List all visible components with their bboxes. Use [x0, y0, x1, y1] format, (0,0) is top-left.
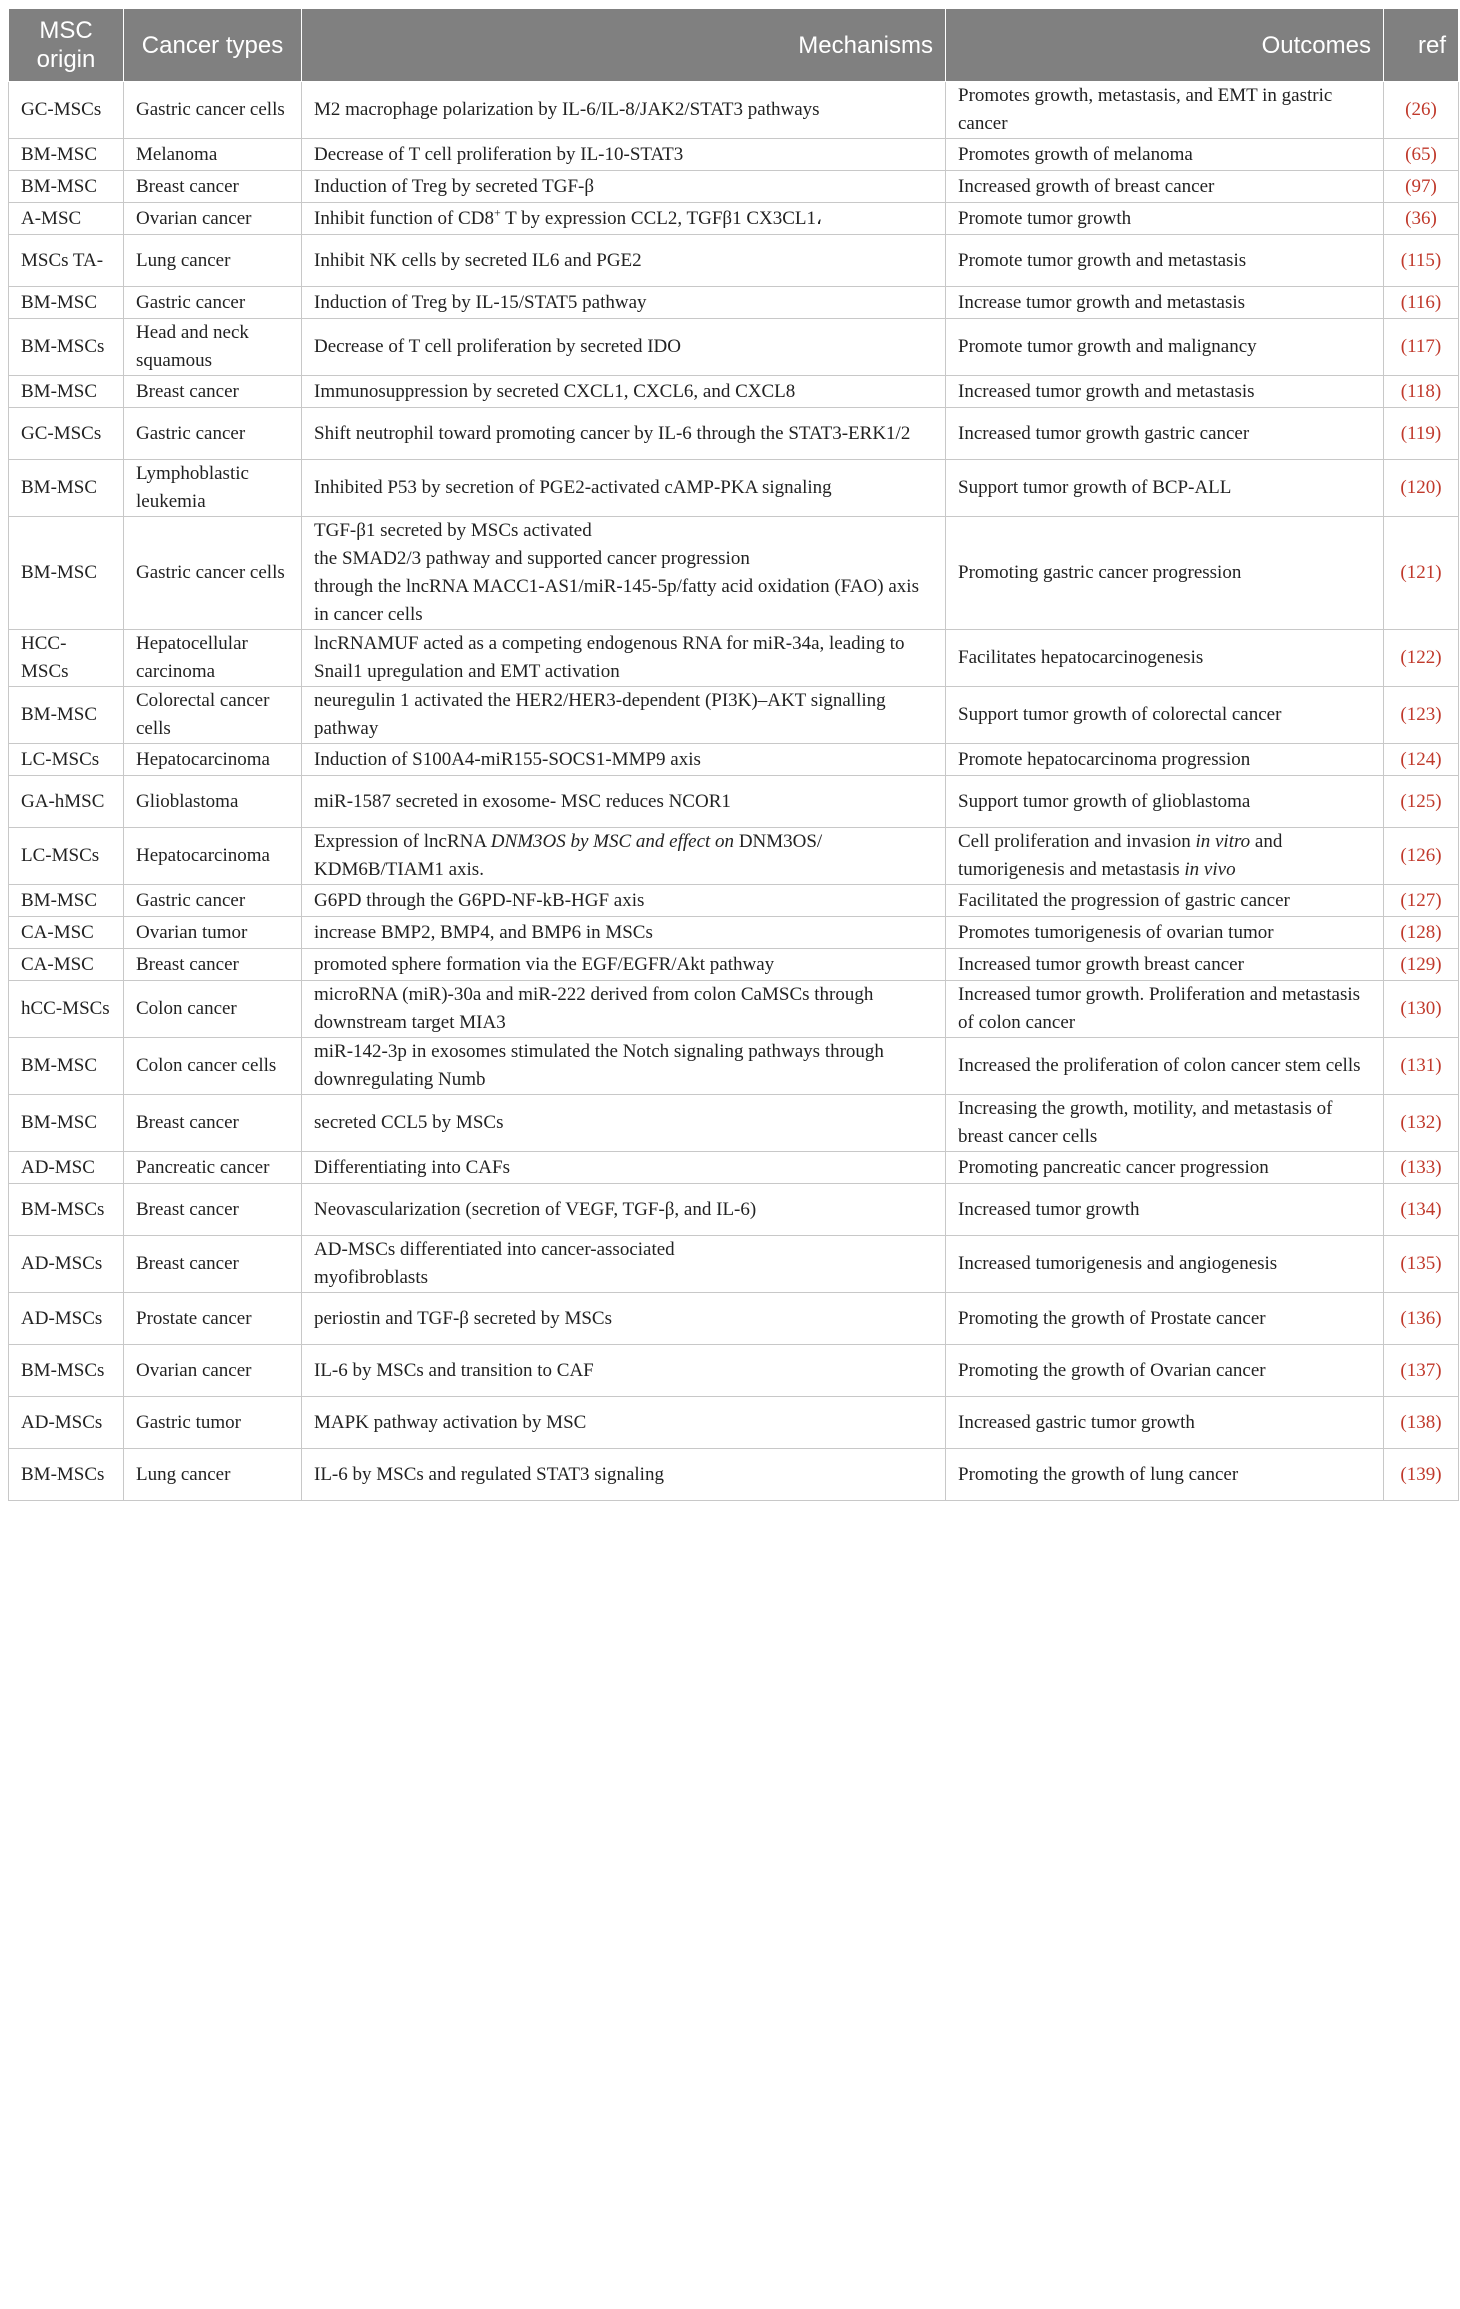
- cell-msc-origin: GA-hMSC: [9, 776, 124, 828]
- cell-ref-link[interactable]: (65): [1384, 139, 1459, 171]
- cell-mechanism: neuregulin 1 activated the HER2/HER3-dependent (PI3K)–AKT signalling pathway: [302, 687, 946, 744]
- cell-mechanism: Decrease of T cell proliferation by secreted IDO: [302, 319, 946, 376]
- mechanism-text: Expression of lncRNA: [314, 831, 491, 852]
- cell-ref-link[interactable]: (123): [1384, 687, 1459, 744]
- table-row: [9, 287, 1459, 319]
- cell-ref-link[interactable]: (136): [1384, 1293, 1459, 1345]
- table-body: [9, 82, 1459, 1501]
- cell-cancer-type: Melanoma: [124, 139, 302, 171]
- table-row: [9, 1449, 1459, 1501]
- mechanism-line: TGF-β1 secreted by MSCs activated: [314, 520, 592, 541]
- mechanism-line: myofibroblasts: [314, 1267, 428, 1288]
- cell-cancer-type: Breast cancer: [124, 1095, 302, 1152]
- cell-mechanism: Inhibited P53 by secretion of PGE2-activated cAMP-PKA signaling: [302, 460, 946, 517]
- cell-mechanism: periostin and TGF-β secreted by MSCs: [302, 1293, 946, 1345]
- outcome-italic-text: in vitro: [1195, 831, 1251, 852]
- cell-outcome: Promoting gastric cancer progression: [946, 517, 1384, 630]
- cell-ref-link[interactable]: (36): [1384, 203, 1459, 235]
- cell-ref-link[interactable]: (130): [1384, 981, 1459, 1038]
- cell-msc-origin: CA-MSC: [9, 949, 124, 981]
- cell-ref-link[interactable]: (122): [1384, 630, 1459, 687]
- cell-msc-origin: LC-MSCs: [9, 828, 124, 885]
- cell-ref-link[interactable]: (129): [1384, 949, 1459, 981]
- cell-ref-link[interactable]: (121): [1384, 517, 1459, 630]
- cell-outcome: Increase tumor growth and metastasis: [946, 287, 1384, 319]
- table-row: [9, 203, 1459, 235]
- cell-ref-link[interactable]: (131): [1384, 1038, 1459, 1095]
- cell-outcome: [946, 828, 1384, 885]
- cell-outcome: Increased gastric tumor growth: [946, 1397, 1384, 1449]
- cell-cancer-type: Breast cancer: [124, 1236, 302, 1293]
- cell-outcome: Promote tumor growth: [946, 203, 1384, 235]
- cell-cancer-type: Gastric tumor: [124, 1397, 302, 1449]
- cell-outcome: Increased tumorigenesis and angiogenesis: [946, 1236, 1384, 1293]
- cell-cancer-type: Colorectal cancer cells: [124, 687, 302, 744]
- cell-mechanism: lncRNAMUF acted as a competing endogenous RNA for miR-34a, leading to Snail1 upregulation and EMT activation: [302, 630, 946, 687]
- header-row: [9, 9, 1459, 82]
- cell-mechanism: microRNA (miR)-30a and miR-222 derived from colon CaMSCs through downstream target MIA3: [302, 981, 946, 1038]
- table-row: [9, 1038, 1459, 1095]
- header-ref: ref: [1384, 9, 1459, 82]
- cell-outcome: Support tumor growth of colorectal cancer: [946, 687, 1384, 744]
- cell-msc-origin: BM-MSCs: [9, 1184, 124, 1236]
- table-row: [9, 171, 1459, 203]
- cell-cancer-type: Gastric cancer cells: [124, 517, 302, 630]
- cell-msc-origin: BM-MSC: [9, 287, 124, 319]
- cell-mechanism: Differentiating into CAFs: [302, 1152, 946, 1184]
- cell-ref-link[interactable]: (139): [1384, 1449, 1459, 1501]
- cell-msc-origin: hCC-MSCs: [9, 981, 124, 1038]
- table-row: [9, 949, 1459, 981]
- cell-cancer-type: Hepatocellular carcinoma: [124, 630, 302, 687]
- cell-ref-link[interactable]: (119): [1384, 408, 1459, 460]
- table-row: [9, 517, 1459, 630]
- cell-msc-origin: BM-MSC: [9, 1095, 124, 1152]
- cell-msc-origin: GC-MSCs: [9, 82, 124, 139]
- cell-outcome: Increased tumor growth breast cancer: [946, 949, 1384, 981]
- header-msc-origin: MSC origin: [9, 9, 124, 82]
- header-cancer-types: Cancer types: [124, 9, 302, 82]
- outcome-italic-text: in vivo: [1184, 859, 1236, 880]
- cell-outcome: Promoting the growth of lung cancer: [946, 1449, 1384, 1501]
- table-row: [9, 776, 1459, 828]
- cell-outcome: Promotes growth of melanoma: [946, 139, 1384, 171]
- cell-cancer-type: Colon cancer cells: [124, 1038, 302, 1095]
- cell-mechanism: Neovascularization (secretion of VEGF, TGF-β, and IL-6): [302, 1184, 946, 1236]
- mechanism-line: the SMAD2/3 pathway and supported cancer progression: [314, 548, 750, 569]
- cell-mechanism: [302, 517, 946, 630]
- cell-msc-origin: MSCs TA-: [9, 235, 124, 287]
- cell-msc-origin: BM-MSC: [9, 376, 124, 408]
- cell-mechanism: Inhibit NK cells by secreted IL6 and PGE2: [302, 235, 946, 287]
- table-row: [9, 1236, 1459, 1293]
- table-row: [9, 687, 1459, 744]
- cell-outcome: Promote hepatocarcinoma progression: [946, 744, 1384, 776]
- table-row: [9, 828, 1459, 885]
- table-container: [8, 8, 1458, 1501]
- superscript-plus: +: [493, 205, 501, 220]
- cell-ref-link[interactable]: (120): [1384, 460, 1459, 517]
- cell-mechanism: miR-142-3p in exosomes stimulated the Notch signaling pathways through downregulating Numb: [302, 1038, 946, 1095]
- cell-cancer-type: Head and neck squamous: [124, 319, 302, 376]
- table-header: [9, 9, 1459, 82]
- table-row: [9, 1095, 1459, 1152]
- table-row: [9, 917, 1459, 949]
- cell-ref-link[interactable]: (116): [1384, 287, 1459, 319]
- cell-msc-origin: BM-MSCs: [9, 1449, 124, 1501]
- cell-mechanism: Decrease of T cell proliferation by IL-10-STAT3: [302, 139, 946, 171]
- cell-cancer-type: Breast cancer: [124, 376, 302, 408]
- cell-msc-origin: BM-MSC: [9, 885, 124, 917]
- cell-mechanism: MAPK pathway activation by MSC: [302, 1397, 946, 1449]
- cell-mechanism: miR-1587 secreted in exosome- MSC reduces NCOR1: [302, 776, 946, 828]
- cell-cancer-type: Prostate cancer: [124, 1293, 302, 1345]
- mechanism-text: T by expression CCL2, TGFβ1 CX3CL1،: [500, 207, 823, 229]
- cell-mechanism: promoted sphere formation via the EGF/EGFR/Akt pathway: [302, 949, 946, 981]
- table-row: [9, 1397, 1459, 1449]
- cell-cancer-type: Lymphoblastic leukemia: [124, 460, 302, 517]
- cell-mechanism: Induction of S100A4-miR155-SOCS1-MMP9 axis: [302, 744, 946, 776]
- table-row: [9, 885, 1459, 917]
- table-row: [9, 1293, 1459, 1345]
- cell-ref-link[interactable]: (134): [1384, 1184, 1459, 1236]
- cell-msc-origin: BM-MSCs: [9, 1345, 124, 1397]
- cell-mechanism: Induction of Treg by secreted TGF-β: [302, 171, 946, 203]
- cell-ref-link[interactable]: (115): [1384, 235, 1459, 287]
- cell-msc-origin: BM-MSC: [9, 171, 124, 203]
- cell-outcome: Support tumor growth of BCP-ALL: [946, 460, 1384, 517]
- cell-cancer-type: Breast cancer: [124, 171, 302, 203]
- cell-cancer-type: Breast cancer: [124, 949, 302, 981]
- cell-mechanism: [302, 828, 946, 885]
- cell-mechanism: IL-6 by MSCs and transition to CAF: [302, 1345, 946, 1397]
- cell-cancer-type: Gastric cancer: [124, 408, 302, 460]
- cell-outcome: Increased the proliferation of colon cancer stem cells: [946, 1038, 1384, 1095]
- cell-ref-link[interactable]: (135): [1384, 1236, 1459, 1293]
- cell-ref-link[interactable]: (138): [1384, 1397, 1459, 1449]
- cell-msc-origin: BM-MSC: [9, 460, 124, 517]
- cell-cancer-type: Gastric cancer: [124, 287, 302, 319]
- cell-outcome: Promotes growth, metastasis, and EMT in gastric cancer: [946, 82, 1384, 139]
- cell-outcome: Increased growth of breast cancer: [946, 171, 1384, 203]
- cell-mechanism: [302, 203, 946, 235]
- cell-cancer-type: Ovarian cancer: [124, 1345, 302, 1397]
- cell-mechanism: increase BMP2, BMP4, and BMP6 in MSCs: [302, 917, 946, 949]
- cell-mechanism: G6PD through the G6PD-NF-kB-HGF axis: [302, 885, 946, 917]
- cell-msc-origin: BM-MSC: [9, 687, 124, 744]
- mechanism-text: DNM3OS/ KDM6B/TIAM1 axis.: [314, 831, 823, 880]
- cell-msc-origin: CA-MSC: [9, 917, 124, 949]
- cell-msc-origin: BM-MSCs: [9, 319, 124, 376]
- outcome-text: Cell proliferation and invasion: [958, 831, 1196, 852]
- cell-cancer-type: Pancreatic cancer: [124, 1152, 302, 1184]
- cell-mechanism: [302, 1236, 946, 1293]
- cell-ref-link[interactable]: (132): [1384, 1095, 1459, 1152]
- cell-ref-link[interactable]: (137): [1384, 1345, 1459, 1397]
- cell-mechanism: IL-6 by MSCs and regulated STAT3 signaling: [302, 1449, 946, 1501]
- cell-ref-link[interactable]: (125): [1384, 776, 1459, 828]
- cell-cancer-type: Ovarian tumor: [124, 917, 302, 949]
- cell-mechanism: Induction of Treg by IL-15/STAT5 pathway: [302, 287, 946, 319]
- table-row: [9, 981, 1459, 1038]
- cell-outcome: Facilitated the progression of gastric cancer: [946, 885, 1384, 917]
- cell-mechanism: secreted CCL5 by MSCs: [302, 1095, 946, 1152]
- cell-cancer-type: Gastric cancer cells: [124, 82, 302, 139]
- cell-outcome: Increasing the growth, motility, and metastasis of breast cancer cells: [946, 1095, 1384, 1152]
- cell-cancer-type: Hepatocarcinoma: [124, 828, 302, 885]
- cell-cancer-type: Ovarian cancer: [124, 203, 302, 235]
- cell-outcome: Increased tumor growth. Proliferation and metastasis of colon cancer: [946, 981, 1384, 1038]
- cell-msc-origin: LC-MSCs: [9, 744, 124, 776]
- table-row: [9, 235, 1459, 287]
- cell-msc-origin: GC-MSCs: [9, 408, 124, 460]
- cell-outcome: Promote tumor growth and malignancy: [946, 319, 1384, 376]
- cell-mechanism: Shift neutrophil toward promoting cancer by IL-6 through the STAT3-ERK1/2: [302, 408, 946, 460]
- cell-mechanism: M2 macrophage polarization by IL-6/IL-8/JAK2/STAT3 pathways: [302, 82, 946, 139]
- cell-ref-link[interactable]: (126): [1384, 828, 1459, 885]
- cell-mechanism: Immunosuppression by secreted CXCL1, CXCL6, and CXCL8: [302, 376, 946, 408]
- table-row: [9, 460, 1459, 517]
- table-row: [9, 319, 1459, 376]
- table-row: [9, 744, 1459, 776]
- cell-outcome: Support tumor growth of glioblastoma: [946, 776, 1384, 828]
- cell-ref-link[interactable]: (124): [1384, 744, 1459, 776]
- cell-outcome: Promotes tumorigenesis of ovarian tumor: [946, 917, 1384, 949]
- table-row: [9, 408, 1459, 460]
- cell-msc-origin: AD-MSCs: [9, 1236, 124, 1293]
- mechanism-text: Inhibit function of CD8: [314, 207, 494, 229]
- cell-msc-origin: AD-MSC: [9, 1152, 124, 1184]
- cell-msc-origin: BM-MSC: [9, 517, 124, 630]
- cell-outcome: Increased tumor growth: [946, 1184, 1384, 1236]
- table-row: [9, 1184, 1459, 1236]
- msc-cancer-table: [8, 8, 1459, 1501]
- header-mechanisms: Mechanisms: [302, 9, 946, 82]
- mechanism-italic-text: DNM3OS by MSC and effect on: [490, 831, 735, 852]
- cell-cancer-type: Breast cancer: [124, 1184, 302, 1236]
- table-row: [9, 139, 1459, 171]
- cell-cancer-type: Lung cancer: [124, 1449, 302, 1501]
- cell-ref-link[interactable]: (117): [1384, 319, 1459, 376]
- table-row: [9, 1345, 1459, 1397]
- cell-outcome: Promoting pancreatic cancer progression: [946, 1152, 1384, 1184]
- cell-cancer-type: Glioblastoma: [124, 776, 302, 828]
- mechanism-line: through the lncRNA MACC1-AS1/miR-145-5p/fatty acid oxidation (FAO) axis in cancer cells: [314, 576, 919, 625]
- cell-msc-origin: BM-MSC: [9, 139, 124, 171]
- cell-ref-link[interactable]: (133): [1384, 1152, 1459, 1184]
- cell-msc-origin: AD-MSCs: [9, 1293, 124, 1345]
- cell-cancer-type: Colon cancer: [124, 981, 302, 1038]
- table-row: [9, 82, 1459, 139]
- table-row: [9, 1152, 1459, 1184]
- cell-outcome: Promoting the growth of Prostate cancer: [946, 1293, 1384, 1345]
- header-outcomes: Outcomes: [946, 9, 1384, 82]
- cell-cancer-type: Gastric cancer: [124, 885, 302, 917]
- cell-ref-link[interactable]: (118): [1384, 376, 1459, 408]
- cell-msc-origin: AD-MSCs: [9, 1397, 124, 1449]
- cell-cancer-type: Hepatocarcinoma: [124, 744, 302, 776]
- table-row: [9, 376, 1459, 408]
- cell-msc-origin: BM-MSC: [9, 1038, 124, 1095]
- outcome-text: and tumorigenesis and metastasis: [958, 831, 1283, 880]
- cell-ref-link[interactable]: (26): [1384, 82, 1459, 139]
- cell-ref-link[interactable]: (97): [1384, 171, 1459, 203]
- cell-cancer-type: Lung cancer: [124, 235, 302, 287]
- cell-ref-link[interactable]: (128): [1384, 917, 1459, 949]
- cell-outcome: Promote tumor growth and metastasis: [946, 235, 1384, 287]
- cell-outcome: Promoting the growth of Ovarian cancer: [946, 1345, 1384, 1397]
- mechanism-line: AD-MSCs differentiated into cancer-associated: [314, 1239, 675, 1260]
- cell-outcome: Facilitates hepatocarcinogenesis: [946, 630, 1384, 687]
- cell-outcome: Increased tumor growth and metastasis: [946, 376, 1384, 408]
- cell-msc-origin: HCC-MSCs: [9, 630, 124, 687]
- cell-msc-origin: A-MSC: [9, 203, 124, 235]
- table-row: [9, 630, 1459, 687]
- cell-ref-link[interactable]: (127): [1384, 885, 1459, 917]
- cell-outcome: Increased tumor growth gastric cancer: [946, 408, 1384, 460]
